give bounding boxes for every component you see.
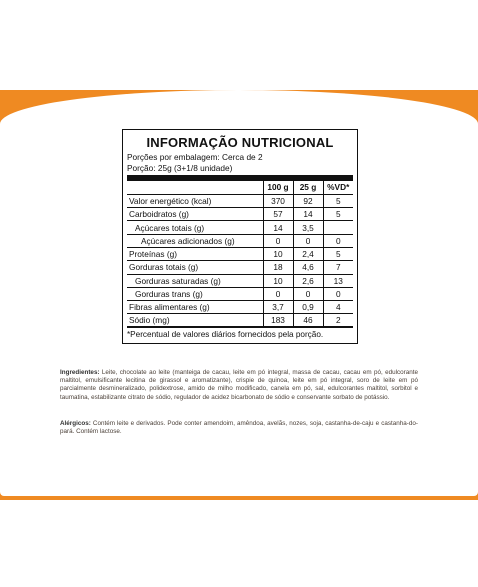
value-25g: 92: [293, 194, 323, 207]
header-cell-25g: 25 g: [293, 181, 323, 194]
table-row: [127, 221, 353, 234]
allergens-label: Alérgicos:: [60, 420, 91, 427]
value-vd: [323, 221, 353, 234]
table-row: [127, 261, 353, 274]
ingredients-label: Ingredientes:: [60, 369, 100, 376]
value-vd: 13: [323, 274, 353, 287]
portions-per-package: Porções por embalagem: Cerca de 2: [127, 152, 263, 162]
value-25g: 0: [293, 234, 323, 247]
value-100g: 183: [263, 314, 293, 328]
value-100g: 0: [263, 234, 293, 247]
value-25g: 3,5: [293, 221, 323, 234]
value-100g: 10: [263, 274, 293, 287]
value-25g: 2,4: [293, 247, 323, 260]
value-25g: 4,6: [293, 261, 323, 274]
allergens-paragraph: [60, 420, 418, 436]
table-row: [127, 314, 353, 328]
nutrient-label: Carboidratos (g): [127, 208, 263, 221]
table-row: [127, 234, 353, 247]
value-100g: 3,7: [263, 301, 293, 314]
daily-value-footnote: *Percentual de valores diários fornecidos pela porção.: [127, 330, 324, 340]
table-row: [127, 208, 353, 221]
nutrient-label: Proteínas (g): [127, 247, 263, 260]
nutrient-label: Açúcares totais (g): [127, 221, 263, 234]
value-100g: 14: [263, 221, 293, 234]
nutrient-label: Valor energético (kcal): [127, 194, 263, 207]
table-row: [127, 194, 353, 207]
header-cell-label: [127, 181, 263, 194]
header-cell-100g: 100 g: [263, 181, 293, 194]
value-vd: 0: [323, 234, 353, 247]
value-25g: 2,6: [293, 274, 323, 287]
table-row: [127, 287, 353, 300]
value-vd: 5: [323, 194, 353, 207]
nutrient-label: Fibras alimentares (g): [127, 301, 263, 314]
nutrition-table: [127, 181, 353, 328]
value-100g: 370: [263, 194, 293, 207]
value-vd: 4: [323, 301, 353, 314]
table-row: [127, 274, 353, 287]
nutrition-facts-panel: [122, 129, 358, 344]
ingredients-text: Leite, chocolate ao leite (manteiga de cacau, leite em pó integral, massa de cacau, cacau em pó, edulcorante maltitol, emulsificante lecitina de girassol e aromatizante), crispie de quinoa, leite em pó integral, soro de leite em pó parcialmente desmineralizado, polidextrose, amido de milho modificado, canela em pó, sal, edulcorantes maltitol, sorbitol e taumatina, estabilizante citrato de sódio, regulador de acidez bicarbonato de sódio e conservante sorbato de potássio.: [60, 369, 418, 401]
value-100g: 10: [263, 247, 293, 260]
value-100g: 0: [263, 287, 293, 300]
panel-title: INFORMAÇÃO NUTRICIONAL: [146, 135, 334, 150]
nutrient-label: Gorduras trans (g): [127, 287, 263, 300]
nutrient-label: Sódio (mg): [127, 314, 263, 328]
value-vd: 5: [323, 247, 353, 260]
serving-size: Porção: 25g (3+1/8 unidade): [127, 162, 233, 173]
ingredients-paragraph: [60, 369, 418, 402]
table-row: [127, 301, 353, 314]
value-25g: 46: [293, 314, 323, 328]
value-25g: 0: [293, 287, 323, 300]
allergens-text: Contém leite e derivados. Pode conter amendoim, amêndoa, avelãs, nozes, soja, castanha-de-caju e castanha-do-pará. Contém lactose.: [60, 420, 418, 436]
value-vd: 7: [323, 261, 353, 274]
header-cell-vd: %VD*: [323, 181, 353, 194]
table-row: [127, 247, 353, 260]
value-25g: 14: [293, 208, 323, 221]
value-vd: 2: [323, 314, 353, 328]
value-vd: 5: [323, 208, 353, 221]
nutrient-label: Açúcares adicionados (g): [127, 234, 263, 247]
table-header-row: [127, 181, 353, 194]
value-100g: 57: [263, 208, 293, 221]
value-100g: 18: [263, 261, 293, 274]
value-25g: 0,9: [293, 301, 323, 314]
value-vd: 0: [323, 287, 353, 300]
nutrient-label: Gorduras totais (g): [127, 261, 263, 274]
nutrient-label: Gorduras saturadas (g): [127, 274, 263, 287]
